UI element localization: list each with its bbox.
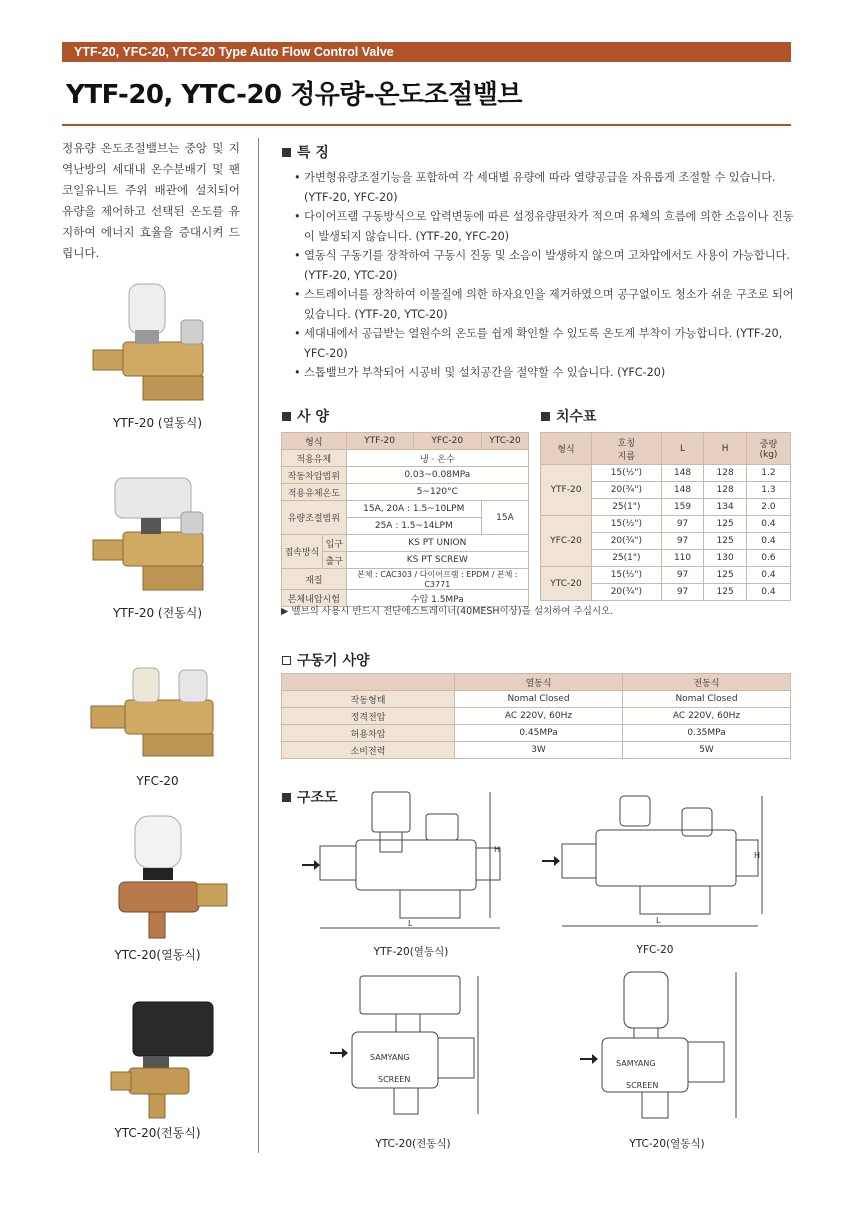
cell: 148 bbox=[661, 482, 704, 499]
diagram-ytc20-electric bbox=[318, 968, 508, 1148]
dim-label-l: L bbox=[408, 919, 413, 928]
cell: 0.03~0.08MPa bbox=[346, 467, 528, 484]
list-item: • 스트레이너를 장착하여 이물질에 의한 하자요인을 제거하였으며 공구없이도 청소가 쉬운 구조로 되어 있습니다. (YTF-20, YTC-20) bbox=[294, 288, 794, 321]
product-ytc20-electric bbox=[70, 1000, 245, 1141]
row-label: 재질 bbox=[282, 569, 347, 590]
diagram-caption: YTF-20(열동식) bbox=[373, 946, 449, 958]
table-header: YTF-20 bbox=[346, 433, 413, 450]
screen-label: SCREEN bbox=[626, 1081, 659, 1090]
cell: 25A : 1.5~14LPM bbox=[346, 518, 481, 535]
cross-section-drawing bbox=[300, 788, 522, 938]
cell: 2.0 bbox=[746, 499, 790, 516]
row-label: 허용차압 bbox=[282, 725, 455, 742]
cell: 97 bbox=[661, 567, 704, 584]
cell: 0.4 bbox=[746, 533, 790, 550]
product-caption: YFC-20 bbox=[136, 774, 179, 788]
cell: 20(¾") bbox=[592, 533, 662, 550]
cell: AC 220V, 60Hz bbox=[455, 708, 623, 725]
square-bullet-icon bbox=[282, 793, 291, 802]
features-list bbox=[294, 168, 794, 383]
row-label: 작동차압범위 bbox=[282, 467, 347, 484]
cell: 15A bbox=[481, 501, 528, 535]
table-header: L bbox=[661, 433, 704, 465]
cell: 3W bbox=[455, 742, 623, 759]
spec-heading: 사 양 bbox=[282, 406, 329, 426]
cell: 5W bbox=[623, 742, 791, 759]
flow-arrow-icon bbox=[330, 1048, 348, 1058]
diagram-caption: YTC-20(열동식) bbox=[629, 1138, 705, 1150]
product-yfc20 bbox=[70, 660, 245, 788]
cell: 128 bbox=[704, 465, 747, 482]
list-item: • 다이어프램 구동방식으로 압력변동에 따른 설정유량편차가 적으며 유체의 흐름에 의한 소음이나 진동이 발생되지 않습니다. (YTF-20, YFC-20) bbox=[294, 210, 794, 243]
table-header bbox=[282, 674, 455, 691]
cell: 0.4 bbox=[746, 584, 790, 601]
cell: 0.4 bbox=[746, 567, 790, 584]
cell: Nomal Closed bbox=[623, 691, 791, 708]
cell: 25(1") bbox=[592, 550, 662, 567]
list-item: • 스톱밸브가 부착되어 시공비 및 설치공간을 절약할 수 있습니다. (YFC-20) bbox=[294, 366, 666, 379]
table-header: YTC-20 bbox=[481, 433, 528, 450]
valve-image bbox=[83, 280, 233, 410]
row-label: 접속방식 bbox=[282, 535, 323, 569]
row-label: 소비전력 bbox=[282, 742, 455, 759]
diagram-ytf20 bbox=[300, 788, 522, 958]
cell: 97 bbox=[661, 584, 704, 601]
table-header: H bbox=[704, 433, 747, 465]
cell: 5~120°C bbox=[346, 484, 528, 501]
cell: 15(½") bbox=[592, 516, 662, 533]
valve-image bbox=[83, 660, 233, 770]
brand-label: SAMYANG bbox=[616, 1059, 656, 1068]
actuator-table bbox=[281, 673, 791, 759]
product-caption: YTF-20 (열동식) bbox=[112, 416, 203, 430]
install-note: ▶ 밸브의 사용시 반드시 전단에스트레이너(40MESH이상)을 설치하여 주십시오. bbox=[281, 606, 614, 617]
flow-arrow-icon bbox=[580, 1054, 598, 1064]
cell: 0.6 bbox=[746, 550, 790, 567]
cell: 25(1") bbox=[592, 499, 662, 516]
product-ytc20-thermal bbox=[70, 812, 245, 963]
cell: 20(¾") bbox=[592, 584, 662, 601]
cross-section-drawing bbox=[572, 968, 762, 1126]
square-bullet-icon bbox=[282, 656, 291, 665]
table-header: 형식 bbox=[541, 433, 592, 465]
cell: 15(½") bbox=[592, 567, 662, 584]
row-label: 적용유체 bbox=[282, 450, 347, 467]
intro-paragraph: 정유량 온도조절밸브는 중앙 및 지역난방의 세대내 온수분배기 및 팬코일유니트 주위 배관에 설치되어 유량을 제어하고 선택된 온도를 유지하여 에너지 효율을 증대시켜 드립니다. bbox=[62, 141, 240, 260]
cell: 148 bbox=[661, 465, 704, 482]
dim-label-l: L bbox=[656, 916, 661, 925]
row-label: 본체내압시험 bbox=[282, 590, 347, 607]
cell: 20(¾") bbox=[592, 482, 662, 499]
square-bullet-icon bbox=[541, 412, 550, 421]
square-bullet-icon bbox=[282, 148, 291, 157]
cell: 15A, 20A : 1.5~10LPM bbox=[346, 501, 481, 518]
valve-image bbox=[83, 470, 233, 600]
table-header: 전동식 bbox=[623, 674, 791, 691]
structure-heading: 구조도 bbox=[282, 787, 338, 807]
dim-label-h: H bbox=[754, 851, 761, 860]
screen-label: SCREEN bbox=[378, 1075, 411, 1084]
cell: 125 bbox=[704, 533, 747, 550]
table-header: 형식 bbox=[282, 433, 347, 450]
valve-image bbox=[83, 812, 233, 942]
cell: 15(½") bbox=[592, 465, 662, 482]
dim-label-h: H bbox=[494, 845, 501, 854]
title-divider bbox=[62, 124, 791, 126]
column-divider bbox=[258, 138, 259, 1153]
row-label: 정격전압 bbox=[282, 708, 455, 725]
table-header: 중량 (kg) bbox=[746, 433, 790, 465]
cell: 0.35MPa bbox=[623, 725, 791, 742]
cell: 125 bbox=[704, 516, 747, 533]
list-item: • 가변형유량조절기능을 포함하여 각 세대별 유량에 따라 열량공급을 자유롭게 조절할 수 있습니다. (YTF-20, YFC-20) bbox=[294, 171, 776, 204]
cell: 냉 · 온수 bbox=[346, 450, 528, 467]
actuator-heading: 구동기 사양 bbox=[282, 650, 370, 670]
diagram-ytc20-thermal bbox=[572, 968, 762, 1148]
list-item: • 세대내에서 공급받는 열원수의 온도를 쉽게 확인할 수 있도록 온도계 부착이 가능합니다. (YTF-20, YFC-20) bbox=[294, 327, 783, 360]
cell: 0.4 bbox=[746, 516, 790, 533]
model-cell: YFC-20 bbox=[541, 516, 592, 567]
cell: 0.45MPa bbox=[455, 725, 623, 742]
cross-section-drawing bbox=[318, 968, 508, 1126]
row-label: 유량조절범위 bbox=[282, 501, 347, 535]
product-caption: YTC-20(열동식) bbox=[114, 948, 201, 962]
cell: Nomal Closed bbox=[455, 691, 623, 708]
table-header: 열동식 bbox=[455, 674, 623, 691]
table-header: YFC-20 bbox=[413, 433, 481, 450]
model-cell: YTC-20 bbox=[541, 567, 592, 601]
square-bullet-icon bbox=[282, 412, 291, 421]
table-header: 호칭 지름 bbox=[592, 433, 662, 465]
product-caption: YTF-20 (전동식) bbox=[112, 606, 203, 620]
valve-image bbox=[83, 1000, 233, 1120]
cell: 수압 1.5MPa bbox=[346, 590, 528, 607]
product-ytf20-electric bbox=[70, 470, 245, 621]
cell: 97 bbox=[661, 516, 704, 533]
page-title: YTF-20, YTC-20 정유량-온도조절밸브 bbox=[66, 80, 523, 110]
product-caption: YTC-20(전동식) bbox=[114, 1126, 201, 1140]
cell: 97 bbox=[661, 533, 704, 550]
list-item: • 열동식 구동기를 장착하여 구동시 진동 및 소음이 발생하지 않으며 고차압에서도 사용이 가능합니다. (YTF-20, YTC-20) bbox=[294, 249, 790, 282]
spec-table bbox=[281, 432, 529, 607]
flow-arrow-icon bbox=[302, 860, 320, 870]
cell: 1.2 bbox=[746, 465, 790, 482]
row-label: 작동형태 bbox=[282, 691, 455, 708]
header-banner: YTF-20, YFC-20, YTC-20 Type Auto Flow Control Valve bbox=[62, 42, 791, 62]
diagram-yfc20 bbox=[540, 788, 770, 958]
cell: 130 bbox=[704, 550, 747, 567]
cell: 134 bbox=[704, 499, 747, 516]
row-label: 적용유체온도 bbox=[282, 484, 347, 501]
flow-arrow-icon bbox=[542, 856, 560, 866]
cell: 159 bbox=[661, 499, 704, 516]
cell: 1.3 bbox=[746, 482, 790, 499]
row-label: 입구 bbox=[322, 535, 346, 552]
dims-table bbox=[540, 432, 791, 601]
diagram-caption: YFC-20 bbox=[636, 944, 674, 956]
cell: KS PT SCREW bbox=[346, 552, 528, 569]
cell: 본체 : CAC303 / 다이어프램 : EPDM / 본체 : C3771 bbox=[346, 569, 528, 590]
cell: AC 220V, 60Hz bbox=[623, 708, 791, 725]
diagram-caption: YTC-20(전동식) bbox=[375, 1138, 451, 1150]
dims-heading: 치수표 bbox=[541, 406, 597, 426]
cell: 125 bbox=[704, 567, 747, 584]
row-label: 출구 bbox=[322, 552, 346, 569]
cell: 110 bbox=[661, 550, 704, 567]
model-cell: YTF-20 bbox=[541, 465, 592, 516]
cell: 125 bbox=[704, 584, 747, 601]
cell: KS PT UNION bbox=[346, 535, 528, 552]
cross-section-drawing bbox=[540, 788, 770, 938]
cell: 128 bbox=[704, 482, 747, 499]
features-heading: 특 징 bbox=[282, 142, 329, 162]
product-ytf20-thermal bbox=[70, 280, 245, 431]
brand-label: SAMYANG bbox=[370, 1053, 410, 1062]
